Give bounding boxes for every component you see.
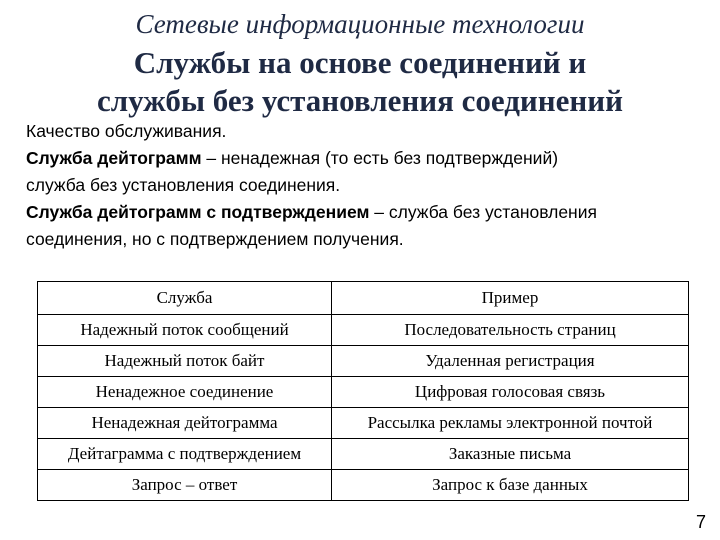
service-cell: Надежный поток байт: [38, 346, 332, 377]
service-cell: Надежный поток сообщений: [38, 315, 332, 346]
slide-title-line-2: службы без установления соединений: [97, 83, 623, 118]
page-number: 7: [695, 512, 706, 532]
table-row: [38, 408, 689, 439]
quality-heading: Качество обслуживания.: [26, 121, 227, 141]
service-cell: Ненадежное соединение: [38, 377, 332, 408]
slide-header: [0, 6, 720, 120]
service-cell: Запрос – ответ: [38, 470, 332, 501]
example-cell: Заказные письма: [332, 439, 689, 470]
slide-title: [0, 44, 720, 120]
ack-datagram-definition: [26, 199, 706, 226]
slide-title-line-1: Службы на основе соединений и: [133, 45, 587, 80]
example-cell: Последовательность страниц: [332, 315, 689, 346]
slide-body: [26, 118, 706, 253]
example-cell: Цифровая голосовая связь: [332, 377, 689, 408]
table-row: [38, 346, 689, 377]
table-row: [38, 439, 689, 470]
datagram-term: Служба дейтограмм: [26, 148, 202, 168]
example-cell: Рассылка рекламы электронной почтой: [332, 408, 689, 439]
example-cell: Запрос к базе данных: [332, 470, 689, 501]
datagram-definition: [26, 145, 706, 172]
ack-datagram-definition-text-2: соединения, но с подтверждением получения.: [26, 229, 404, 249]
ack-datagram-term: Служба дейтограмм с подтверждением: [26, 202, 370, 222]
datagram-definition-text-1: – ненадежная (то есть без подтверждений): [201, 148, 559, 168]
column-header-example: Пример: [332, 282, 689, 315]
datagram-definition-text-2: служба без установления соединения.: [26, 175, 341, 195]
service-cell: Дейтаграмма с подтверждением: [38, 439, 332, 470]
column-header-service: Служба: [38, 282, 332, 315]
course-subject: Сетевые информационные технологии: [135, 9, 585, 39]
service-cell: Ненадежная дейтограмма: [38, 408, 332, 439]
table-header-row: [38, 282, 689, 315]
table-row: [38, 315, 689, 346]
example-cell: Удаленная регистрация: [332, 346, 689, 377]
table-row: [38, 377, 689, 408]
services-table: [37, 281, 689, 501]
ack-datagram-definition-text-1: – служба без установления: [369, 202, 597, 222]
table-row: [38, 470, 689, 501]
